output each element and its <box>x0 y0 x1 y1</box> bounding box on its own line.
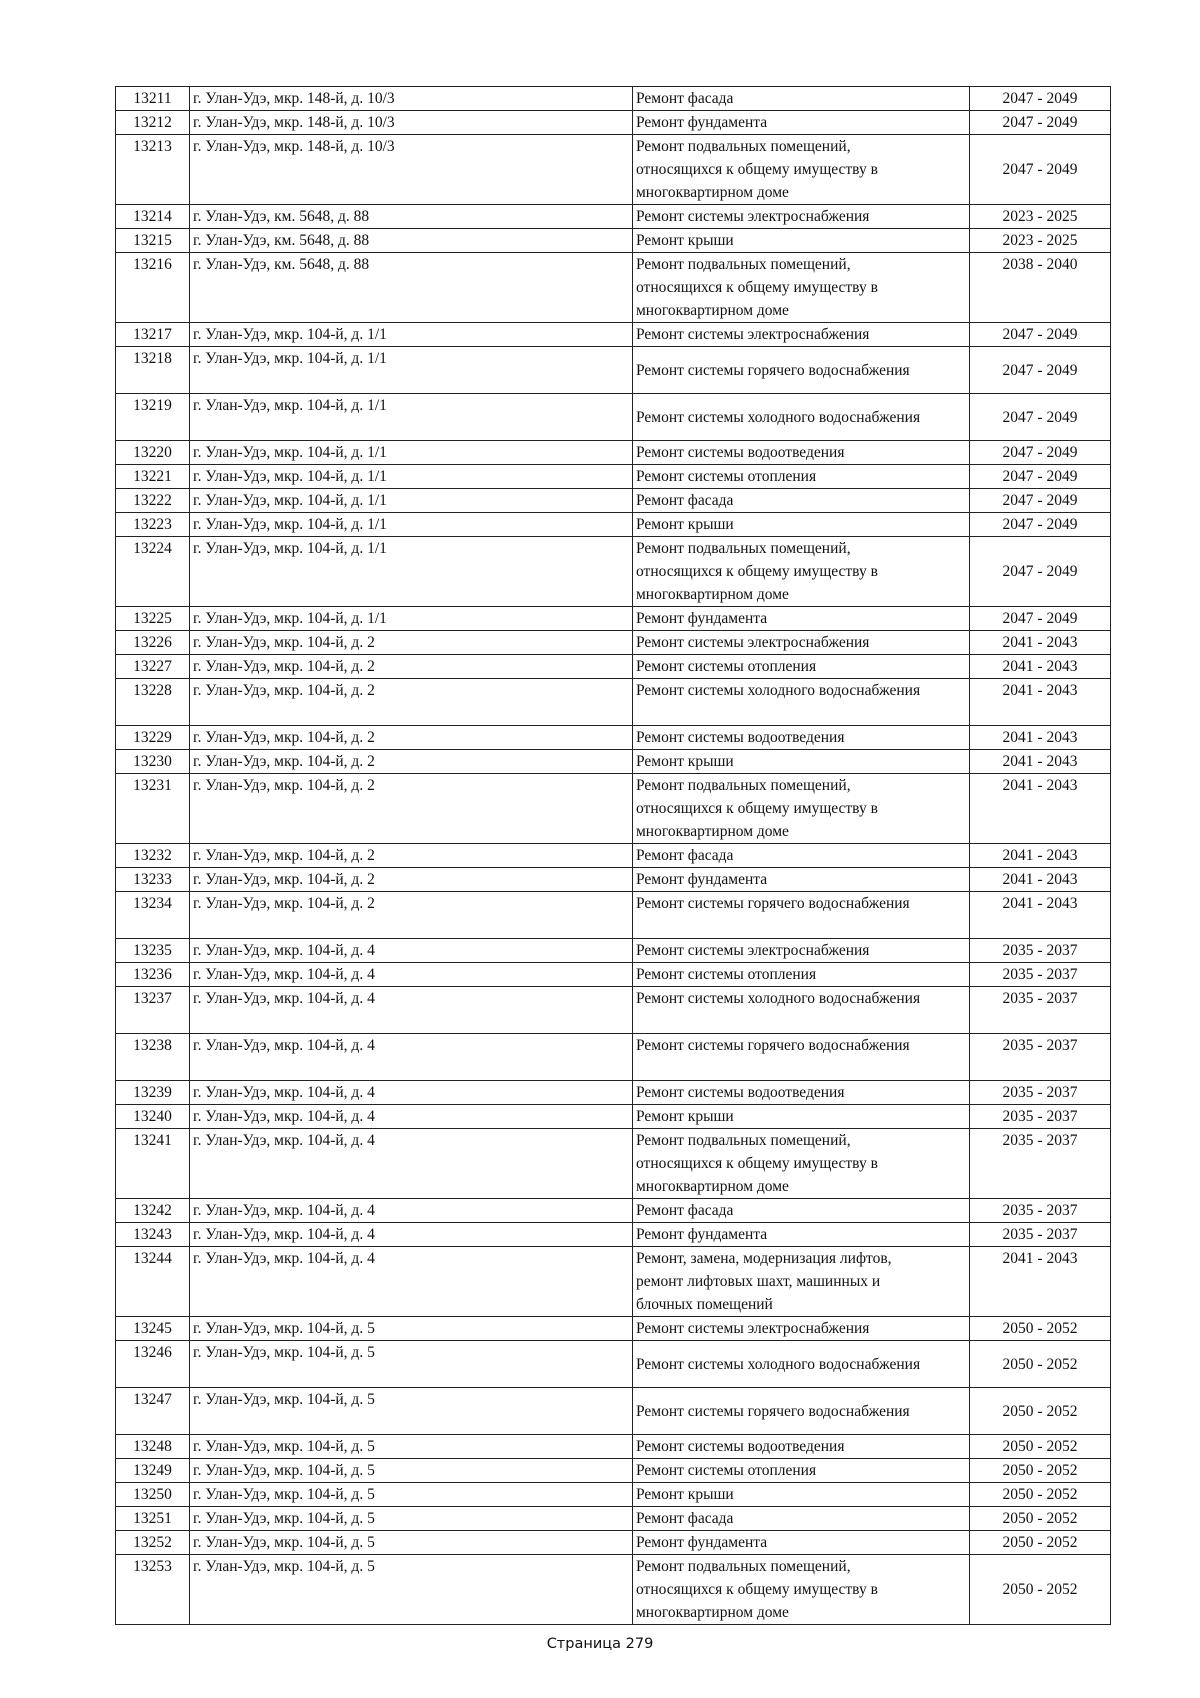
address-cell: г. Улан-Удэ, мкр. 104-й, д. 4 <box>190 987 633 1034</box>
address-cell: г. Улан-Удэ, мкр. 104-й, д. 1/1 <box>190 513 633 537</box>
work-type-cell: Ремонт системы электроснабжения <box>633 323 970 347</box>
period-cell: 2035 - 2037 <box>970 1199 1111 1223</box>
row-number: 13232 <box>116 844 190 868</box>
period-cell: 2035 - 2037 <box>970 1081 1111 1105</box>
period-cell: 2047 - 2049 <box>970 135 1111 205</box>
table-row <box>116 1555 1111 1625</box>
period-cell: 2041 - 2043 <box>970 631 1111 655</box>
period-cell: 2050 - 2052 <box>970 1483 1111 1507</box>
row-number: 13214 <box>116 205 190 229</box>
work-type-cell: Ремонт системы электроснабжения <box>633 205 970 229</box>
page-number: Страница 279 <box>546 1636 654 1652</box>
address-cell: г. Улан-Удэ, мкр. 148-й, д. 10/3 <box>190 111 633 135</box>
row-number: 13225 <box>116 607 190 631</box>
period-cell: 2047 - 2049 <box>970 394 1111 441</box>
address-cell: г. Улан-Удэ, мкр. 104-й, д. 5 <box>190 1317 633 1341</box>
row-number: 13226 <box>116 631 190 655</box>
period-cell: 2035 - 2037 <box>970 939 1111 963</box>
row-number: 13248 <box>116 1435 190 1459</box>
work-type-cell: Ремонт системы горячего водоснабжения <box>633 1388 970 1435</box>
row-number: 13233 <box>116 868 190 892</box>
table-row <box>116 347 1111 394</box>
table-row <box>116 135 1111 205</box>
row-number: 13213 <box>116 135 190 205</box>
period-cell: 2041 - 2043 <box>970 726 1111 750</box>
period-cell: 2035 - 2037 <box>970 987 1111 1034</box>
address-cell: г. Улан-Удэ, мкр. 104-й, д. 2 <box>190 892 633 939</box>
address-cell: г. Улан-Удэ, мкр. 104-й, д. 1/1 <box>190 489 633 513</box>
work-type-cell: Ремонт системы водоотведения <box>633 441 970 465</box>
row-number: 13251 <box>116 1507 190 1531</box>
address-cell: г. Улан-Удэ, мкр. 104-й, д. 4 <box>190 1247 633 1317</box>
address-cell: г. Улан-Удэ, мкр. 104-й, д. 4 <box>190 1105 633 1129</box>
address-cell: г. Улан-Удэ, мкр. 104-й, д. 2 <box>190 631 633 655</box>
work-type-cell: Ремонт системы горячего водоснабжения <box>633 892 970 939</box>
address-cell: г. Улан-Удэ, мкр. 104-й, д. 1/1 <box>190 394 633 441</box>
row-number: 13240 <box>116 1105 190 1129</box>
period-cell: 2038 - 2040 <box>970 253 1111 323</box>
table-body <box>116 87 1111 1625</box>
row-number: 13249 <box>116 1459 190 1483</box>
work-type-cell: Ремонт подвальных помещений, относящихся к общему имуществу в многоквартирном доме <box>633 253 970 323</box>
address-cell: г. Улан-Удэ, мкр. 104-й, д. 2 <box>190 844 633 868</box>
work-type-cell: Ремонт подвальных помещений, относящихся к общему имуществу в многоквартирном доме <box>633 1555 970 1625</box>
period-cell: 2047 - 2049 <box>970 111 1111 135</box>
work-type-cell: Ремонт системы отопления <box>633 465 970 489</box>
page-footer <box>0 1636 1200 1652</box>
address-cell: г. Улан-Удэ, мкр. 104-й, д. 4 <box>190 1034 633 1081</box>
row-number: 13252 <box>116 1531 190 1555</box>
period-cell: 2047 - 2049 <box>970 489 1111 513</box>
work-type-cell: Ремонт фасада <box>633 1507 970 1531</box>
work-type-cell: Ремонт системы отопления <box>633 963 970 987</box>
row-number: 13216 <box>116 253 190 323</box>
table-row <box>116 750 1111 774</box>
work-type-cell: Ремонт фундамента <box>633 1531 970 1555</box>
work-type-cell: Ремонт системы электроснабжения <box>633 1317 970 1341</box>
period-cell: 2050 - 2052 <box>970 1341 1111 1388</box>
work-type-cell: Ремонт крыши <box>633 229 970 253</box>
address-cell: г. Улан-Удэ, мкр. 104-й, д. 5 <box>190 1483 633 1507</box>
period-cell: 2050 - 2052 <box>970 1531 1111 1555</box>
work-type-cell: Ремонт системы отопления <box>633 655 970 679</box>
row-number: 13230 <box>116 750 190 774</box>
table-row <box>116 205 1111 229</box>
row-number: 13247 <box>116 1388 190 1435</box>
address-cell: г. Улан-Удэ, мкр. 104-й, д. 1/1 <box>190 441 633 465</box>
address-cell: г. Улан-Удэ, мкр. 104-й, д. 4 <box>190 963 633 987</box>
address-cell: г. Улан-Удэ, мкр. 104-й, д. 5 <box>190 1341 633 1388</box>
row-number: 13227 <box>116 655 190 679</box>
table-row <box>116 774 1111 844</box>
table-row <box>116 868 1111 892</box>
row-number: 13246 <box>116 1341 190 1388</box>
address-cell: г. Улан-Удэ, мкр. 104-й, д. 5 <box>190 1459 633 1483</box>
period-cell: 2047 - 2049 <box>970 465 1111 489</box>
period-cell: 2023 - 2025 <box>970 205 1111 229</box>
work-type-cell: Ремонт системы электроснабжения <box>633 939 970 963</box>
address-cell: г. Улан-Удэ, мкр. 104-й, д. 1/1 <box>190 607 633 631</box>
row-number: 13239 <box>116 1081 190 1105</box>
work-type-cell: Ремонт системы отопления <box>633 1459 970 1483</box>
period-cell: 2041 - 2043 <box>970 868 1111 892</box>
address-cell: г. Улан-Удэ, мкр. 104-й, д. 1/1 <box>190 323 633 347</box>
period-cell: 2050 - 2052 <box>970 1435 1111 1459</box>
table-row <box>116 655 1111 679</box>
address-cell: г. Улан-Удэ, мкр. 104-й, д. 1/1 <box>190 465 633 489</box>
work-type-cell: Ремонт системы холодного водоснабжения <box>633 1341 970 1388</box>
table-row <box>116 1034 1111 1081</box>
work-type-cell: Ремонт, замена, модернизация лифтов, ремонт лифтовых шахт, машинных и блочных помещений <box>633 1247 970 1317</box>
period-cell: 2047 - 2049 <box>970 607 1111 631</box>
period-cell: 2047 - 2049 <box>970 347 1111 394</box>
row-number: 13244 <box>116 1247 190 1317</box>
work-type-cell: Ремонт фасада <box>633 1199 970 1223</box>
work-type-cell: Ремонт системы водоотведения <box>633 726 970 750</box>
work-type-cell: Ремонт подвальных помещений, относящихся к общему имуществу в многоквартирном доме <box>633 537 970 607</box>
table-row <box>116 489 1111 513</box>
period-cell: 2047 - 2049 <box>970 513 1111 537</box>
table-row <box>116 229 1111 253</box>
table-row <box>116 1483 1111 1507</box>
table-row <box>116 1247 1111 1317</box>
table-row <box>116 323 1111 347</box>
table-row <box>116 963 1111 987</box>
address-cell: г. Улан-Удэ, км. 5648, д. 88 <box>190 253 633 323</box>
address-cell: г. Улан-Удэ, мкр. 104-й, д. 5 <box>190 1388 633 1435</box>
table-row <box>116 465 1111 489</box>
address-cell: г. Улан-Удэ, км. 5648, д. 88 <box>190 229 633 253</box>
row-number: 13237 <box>116 987 190 1034</box>
work-type-cell: Ремонт системы водоотведения <box>633 1435 970 1459</box>
table-row <box>116 1531 1111 1555</box>
row-number: 13215 <box>116 229 190 253</box>
period-cell: 2047 - 2049 <box>970 323 1111 347</box>
table-row <box>116 1223 1111 1247</box>
work-type-cell: Ремонт системы холодного водоснабжения <box>633 394 970 441</box>
address-cell: г. Улан-Удэ, мкр. 104-й, д. 2 <box>190 679 633 726</box>
table-row <box>116 726 1111 750</box>
period-cell: 2041 - 2043 <box>970 774 1111 844</box>
address-cell: г. Улан-Удэ, мкр. 104-й, д. 4 <box>190 1199 633 1223</box>
period-cell: 2047 - 2049 <box>970 537 1111 607</box>
address-cell: г. Улан-Удэ, мкр. 104-й, д. 5 <box>190 1555 633 1625</box>
row-number: 13242 <box>116 1199 190 1223</box>
table-row <box>116 87 1111 111</box>
period-cell: 2050 - 2052 <box>970 1507 1111 1531</box>
row-number: 13211 <box>116 87 190 111</box>
table-row <box>116 987 1111 1034</box>
address-cell: г. Улан-Удэ, мкр. 104-й, д. 5 <box>190 1531 633 1555</box>
table-row <box>116 679 1111 726</box>
row-number: 13236 <box>116 963 190 987</box>
table-row <box>116 513 1111 537</box>
table-row <box>116 1199 1111 1223</box>
table-row <box>116 1507 1111 1531</box>
period-cell: 2041 - 2043 <box>970 655 1111 679</box>
work-type-cell: Ремонт крыши <box>633 1105 970 1129</box>
period-cell: 2041 - 2043 <box>970 844 1111 868</box>
period-cell: 2050 - 2052 <box>970 1459 1111 1483</box>
work-type-cell: Ремонт фундамента <box>633 111 970 135</box>
row-number: 13218 <box>116 347 190 394</box>
period-cell: 2050 - 2052 <box>970 1317 1111 1341</box>
table-row <box>116 1435 1111 1459</box>
work-type-cell: Ремонт системы холодного водоснабжения <box>633 987 970 1034</box>
work-type-cell: Ремонт подвальных помещений, относящихся к общему имуществу в многоквартирном доме <box>633 774 970 844</box>
address-cell: г. Улан-Удэ, мкр. 104-й, д. 5 <box>190 1507 633 1531</box>
address-cell: г. Улан-Удэ, мкр. 104-й, д. 2 <box>190 774 633 844</box>
row-number: 13243 <box>116 1223 190 1247</box>
work-type-cell: Ремонт системы холодного водоснабжения <box>633 679 970 726</box>
row-number: 13219 <box>116 394 190 441</box>
row-number: 13212 <box>116 111 190 135</box>
work-type-cell: Ремонт фасада <box>633 87 970 111</box>
table-row <box>116 631 1111 655</box>
period-cell: 2041 - 2043 <box>970 1247 1111 1317</box>
table-row <box>116 111 1111 135</box>
table-row <box>116 1459 1111 1483</box>
work-type-cell: Ремонт крыши <box>633 513 970 537</box>
row-number: 13250 <box>116 1483 190 1507</box>
period-cell: 2023 - 2025 <box>970 229 1111 253</box>
address-cell: г. Улан-Удэ, мкр. 104-й, д. 2 <box>190 726 633 750</box>
row-number: 13220 <box>116 441 190 465</box>
period-cell: 2041 - 2043 <box>970 679 1111 726</box>
work-type-cell: Ремонт крыши <box>633 750 970 774</box>
address-cell: г. Улан-Удэ, мкр. 104-й, д. 5 <box>190 1435 633 1459</box>
row-number: 13235 <box>116 939 190 963</box>
period-cell: 2041 - 2043 <box>970 750 1111 774</box>
work-type-cell: Ремонт фундамента <box>633 868 970 892</box>
work-type-cell: Ремонт системы горячего водоснабжения <box>633 1034 970 1081</box>
table-row <box>116 394 1111 441</box>
row-number: 13245 <box>116 1317 190 1341</box>
row-number: 13234 <box>116 892 190 939</box>
period-cell: 2047 - 2049 <box>970 441 1111 465</box>
row-number: 13241 <box>116 1129 190 1199</box>
table-row <box>116 1129 1111 1199</box>
table-row <box>116 892 1111 939</box>
period-cell: 2050 - 2052 <box>970 1388 1111 1435</box>
address-cell: г. Улан-Удэ, мкр. 104-й, д. 2 <box>190 655 633 679</box>
work-type-cell: Ремонт системы электроснабжения <box>633 631 970 655</box>
row-number: 13223 <box>116 513 190 537</box>
period-cell: 2050 - 2052 <box>970 1555 1111 1625</box>
period-cell: 2035 - 2037 <box>970 1223 1111 1247</box>
row-number: 13229 <box>116 726 190 750</box>
address-cell: г. Улан-Удэ, мкр. 104-й, д. 4 <box>190 939 633 963</box>
row-number: 13217 <box>116 323 190 347</box>
address-cell: г. Улан-Удэ, мкр. 104-й, д. 1/1 <box>190 347 633 394</box>
address-cell: г. Улан-Удэ, мкр. 104-й, д. 1/1 <box>190 537 633 607</box>
table-row <box>116 1388 1111 1435</box>
work-type-cell: Ремонт фасада <box>633 489 970 513</box>
work-type-cell: Ремонт фундамента <box>633 1223 970 1247</box>
address-cell: г. Улан-Удэ, мкр. 104-й, д. 4 <box>190 1081 633 1105</box>
address-cell: г. Улан-Удэ, мкр. 148-й, д. 10/3 <box>190 87 633 111</box>
table-row <box>116 537 1111 607</box>
table-row <box>116 1081 1111 1105</box>
period-cell: 2035 - 2037 <box>970 1034 1111 1081</box>
period-cell: 2035 - 2037 <box>970 1105 1111 1129</box>
table-row <box>116 1341 1111 1388</box>
row-number: 13228 <box>116 679 190 726</box>
address-cell: г. Улан-Удэ, мкр. 104-й, д. 4 <box>190 1223 633 1247</box>
table-row <box>116 939 1111 963</box>
period-cell: 2035 - 2037 <box>970 963 1111 987</box>
repair-schedule-table <box>115 86 1111 1625</box>
row-number: 13253 <box>116 1555 190 1625</box>
table-row <box>116 1105 1111 1129</box>
period-cell: 2035 - 2037 <box>970 1129 1111 1199</box>
row-number: 13224 <box>116 537 190 607</box>
address-cell: г. Улан-Удэ, км. 5648, д. 88 <box>190 205 633 229</box>
period-cell: 2047 - 2049 <box>970 87 1111 111</box>
work-type-cell: Ремонт фундамента <box>633 607 970 631</box>
period-cell: 2041 - 2043 <box>970 892 1111 939</box>
table-row <box>116 441 1111 465</box>
work-type-cell: Ремонт системы горячего водоснабжения <box>633 347 970 394</box>
work-type-cell: Ремонт подвальных помещений, относящихся к общему имуществу в многоквартирном доме <box>633 1129 970 1199</box>
work-type-cell: Ремонт крыши <box>633 1483 970 1507</box>
row-number: 13231 <box>116 774 190 844</box>
address-cell: г. Улан-Удэ, мкр. 104-й, д. 2 <box>190 750 633 774</box>
address-cell: г. Улан-Удэ, мкр. 148-й, д. 10/3 <box>190 135 633 205</box>
table-row <box>116 253 1111 323</box>
address-cell: г. Улан-Удэ, мкр. 104-й, д. 4 <box>190 1129 633 1199</box>
table-row <box>116 844 1111 868</box>
work-type-cell: Ремонт подвальных помещений, относящихся к общему имуществу в многоквартирном доме <box>633 135 970 205</box>
table-row <box>116 1317 1111 1341</box>
address-cell: г. Улан-Удэ, мкр. 104-й, д. 2 <box>190 868 633 892</box>
row-number: 13221 <box>116 465 190 489</box>
table-row <box>116 607 1111 631</box>
row-number: 13238 <box>116 1034 190 1081</box>
work-type-cell: Ремонт фасада <box>633 844 970 868</box>
row-number: 13222 <box>116 489 190 513</box>
work-type-cell: Ремонт системы водоотведения <box>633 1081 970 1105</box>
